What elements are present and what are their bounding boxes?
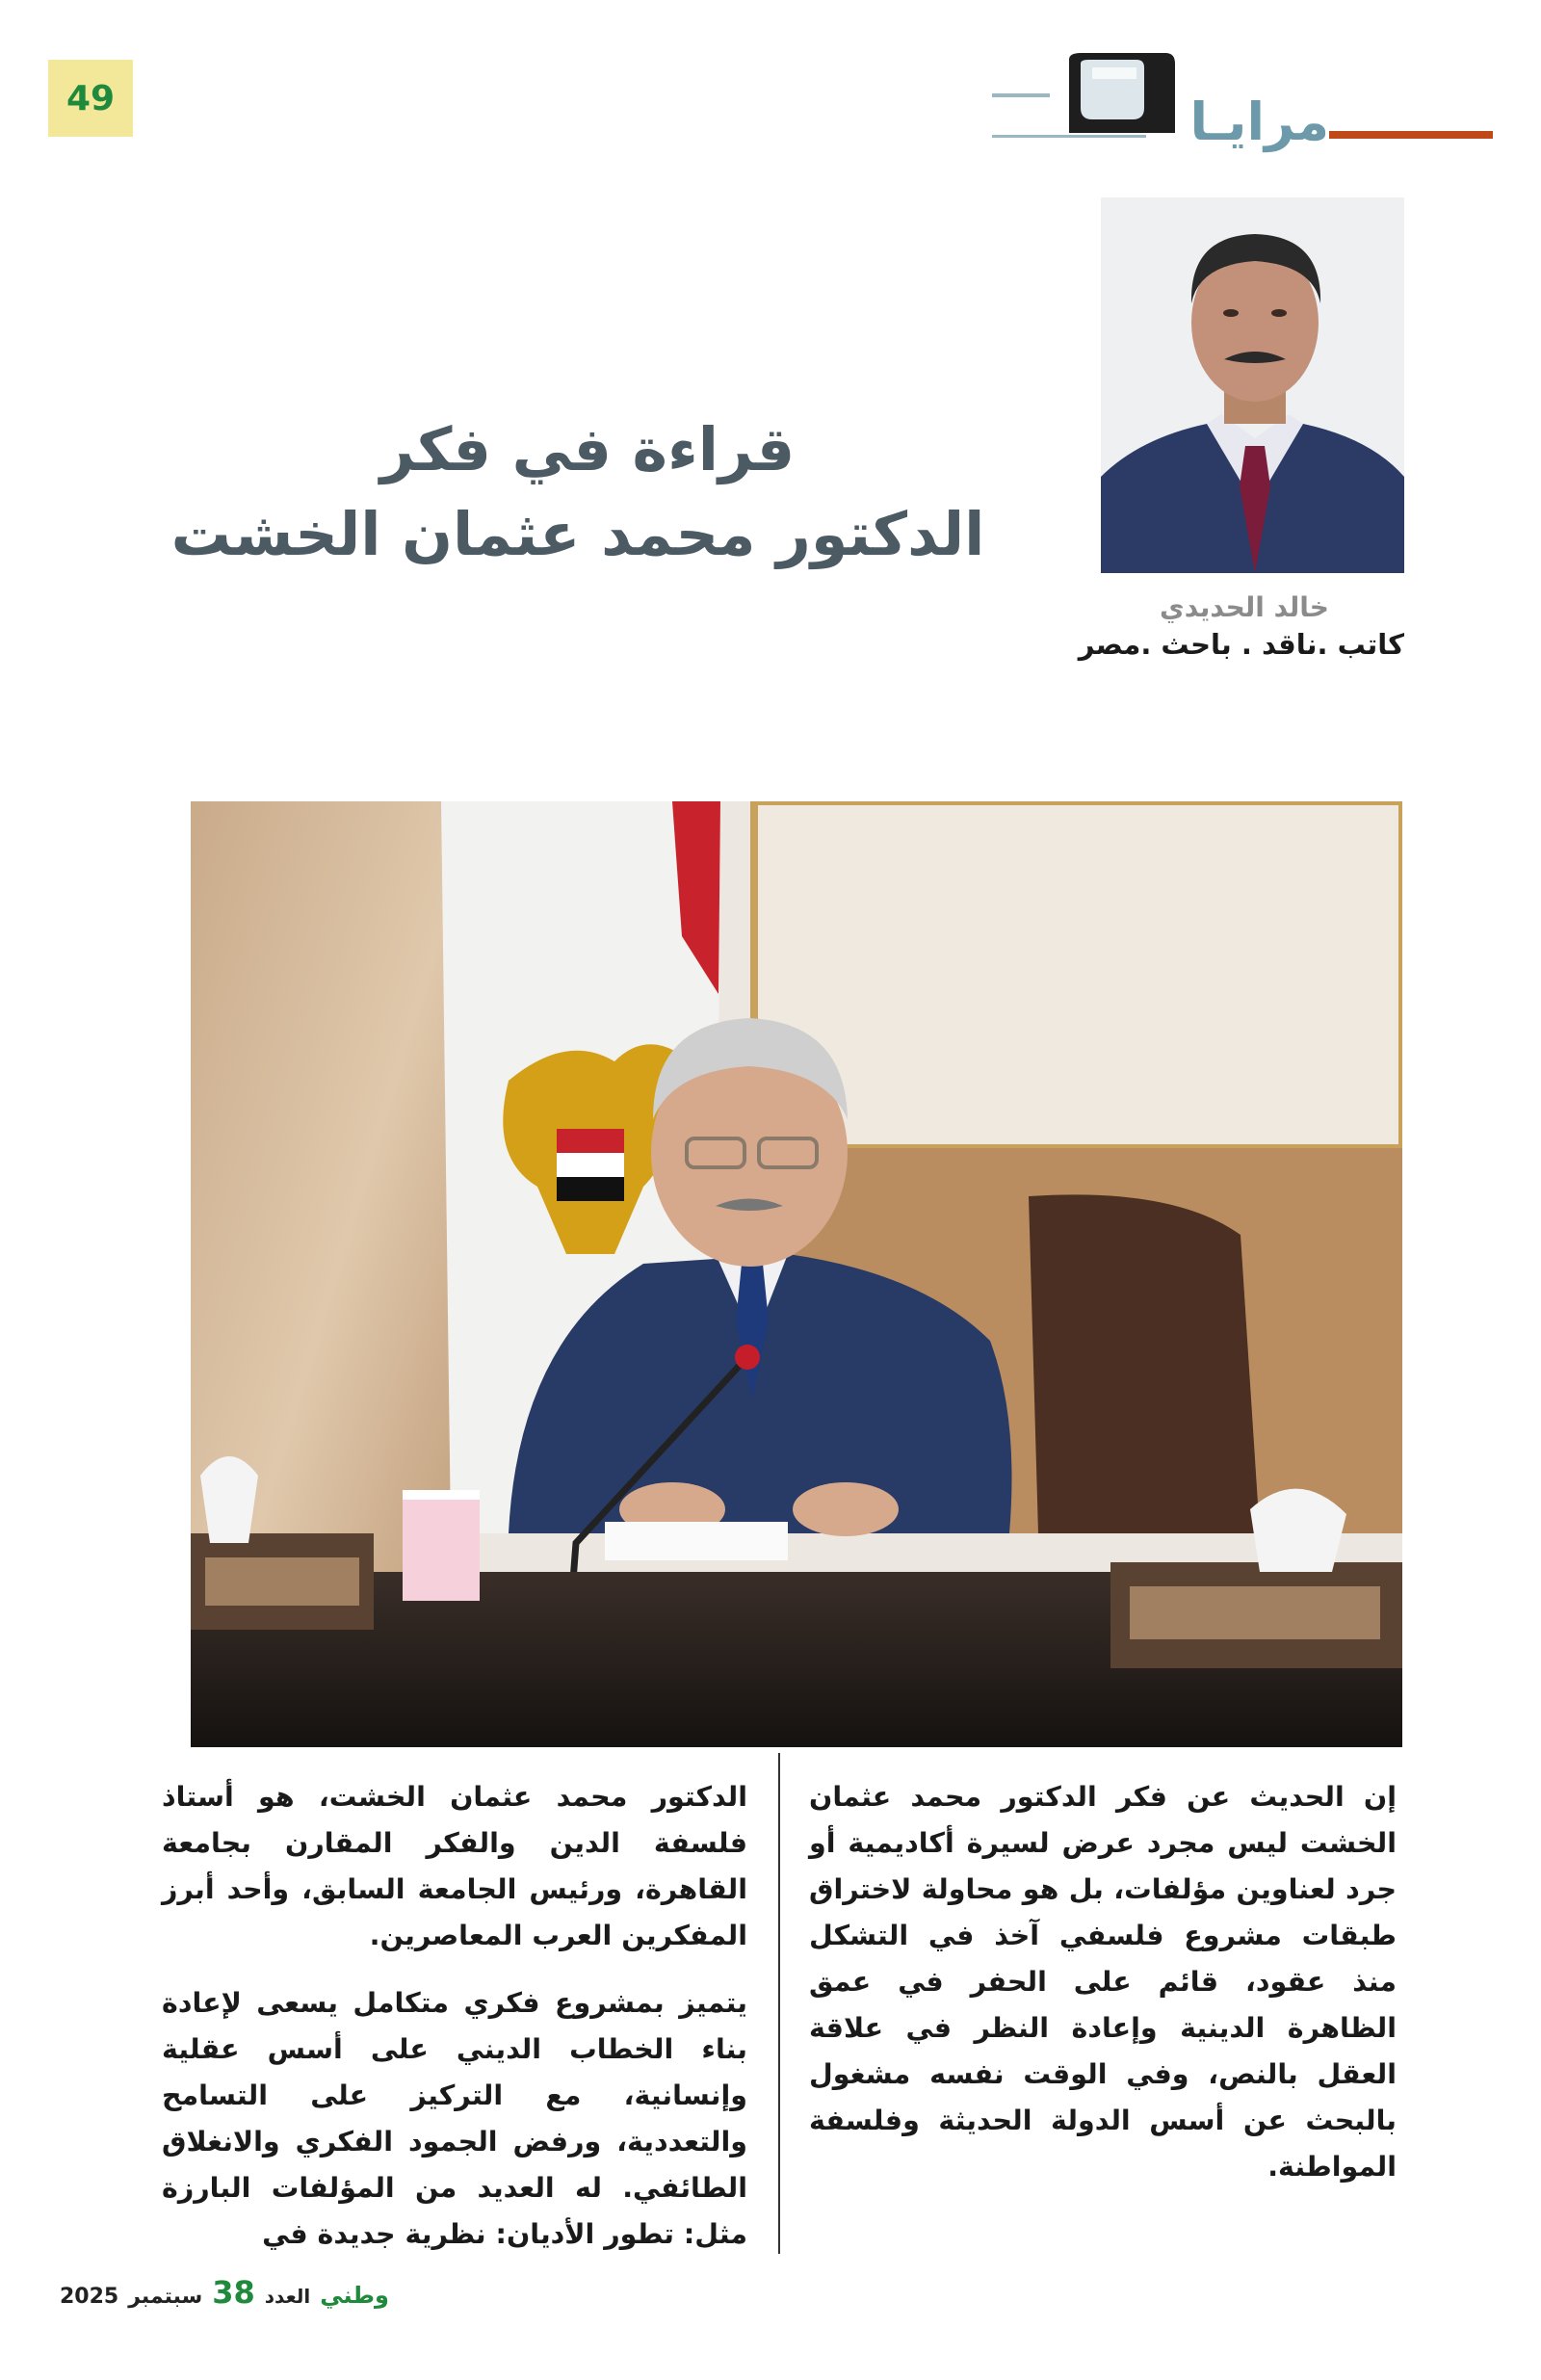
footer-month: سبتمبر — [128, 2285, 203, 2309]
headline-line-2: الدكتور محمد عثمان الخشت — [170, 499, 985, 569]
footer-magazine-name: وطني — [320, 2282, 389, 2309]
footer-issue-label: العدد — [264, 2285, 311, 2308]
main-photo — [191, 801, 1402, 1747]
paragraph: إن الحديث عن فكر الدكتور محمد عثمان الخشت ليس مجرد عرض لسيرة أكاديمية أو جرد لعناوين مؤلفات، بل هو محاولة لاختراق طبقات مشروع فلسفي آخذ في التشكل منذ عقود، قائم على الحفر في عمق الظاهرة الدينية وإعادة النظر في علاقة العقل بالنص، وفي الوقت نفسه مشغول بالبحث عن أسس الدولة الحديثة وفلسفة المواطنة. — [809, 1781, 1397, 2183]
headline-line-1: قراءة في فكر — [379, 414, 796, 484]
column-divider — [778, 1753, 780, 2254]
author-name: خالد الحديدي — [1160, 591, 1329, 623]
footer-issue-number: 38 — [212, 2274, 255, 2311]
author-photo — [1101, 197, 1404, 573]
page-number: 49 — [48, 60, 133, 137]
paragraph: الدكتور محمد عثمان الخشت، هو أستاذ فلسفة الدين والفكر المقارن بجامعة القاهرة، ورئيس الجامعة السابق، وأحد أبرز المفكرين العرب المعاصرين. — [162, 1781, 747, 1951]
paragraph: يتميز بمشروع فكري متكامل يسعى لإعادة بناء الخطاب الديني على أسس عقلية وإنسانية، مع التركيز على التسامح والتعددية، ورفض الجمود الفكري والانغلاق الطائفي. له العديد من المؤلفات البارزة مثل: تطور الأديان: نظرية جديدة في — [162, 1987, 747, 2250]
footer — [60, 2274, 389, 2313]
car-mirror-icon — [1069, 53, 1175, 133]
article-column-left — [162, 1774, 747, 2279]
section-label: مرايـا — [1189, 92, 1329, 152]
author-role: كاتب .ناقد . باحث .مصر — [1078, 628, 1404, 661]
article-column-right — [809, 1774, 1397, 2211]
footer-year: 2025 — [60, 2285, 119, 2309]
